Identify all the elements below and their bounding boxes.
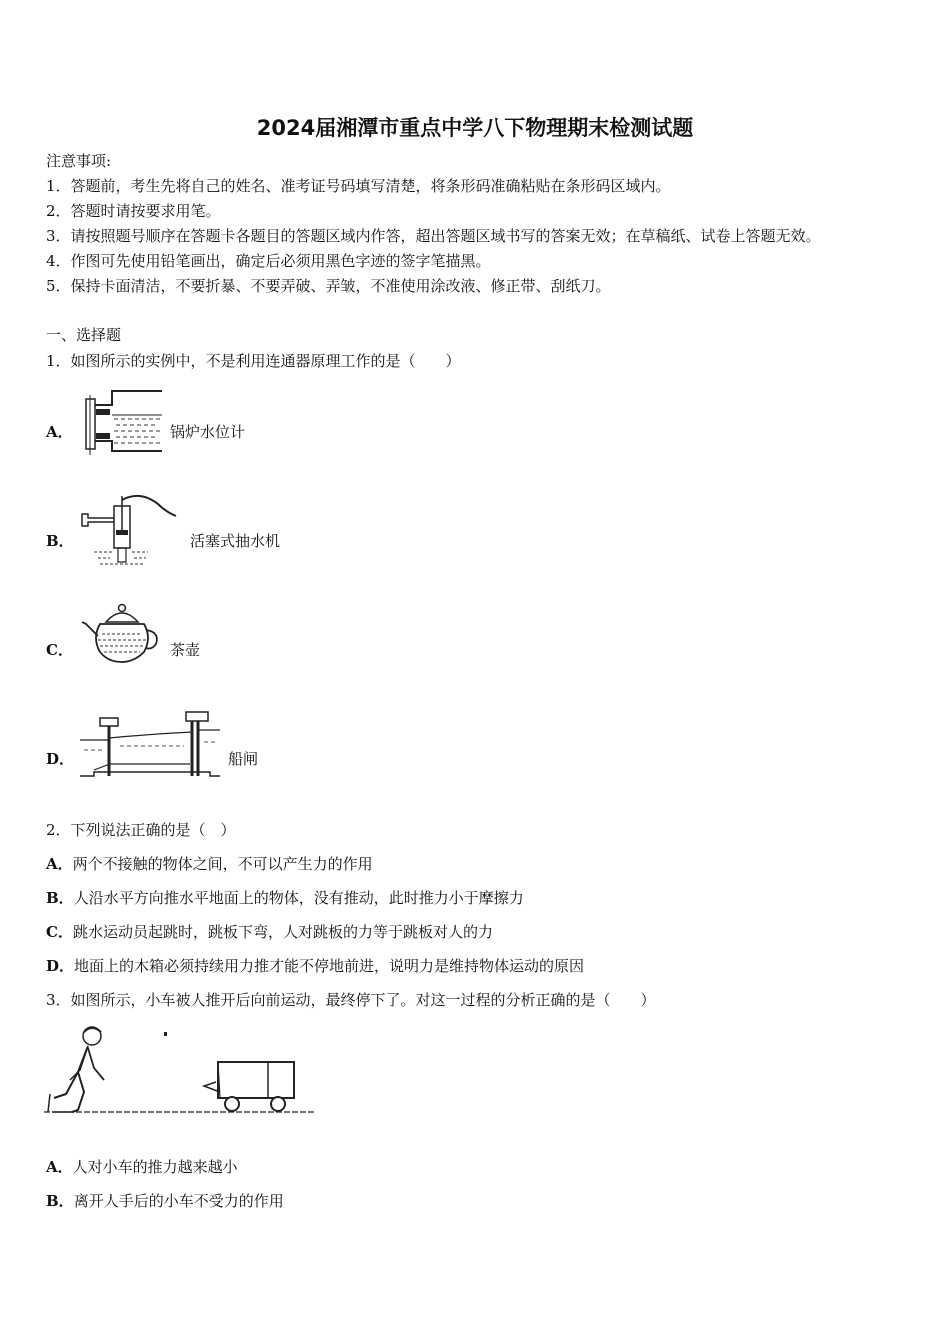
q2-option-d: [46, 957, 584, 975]
question-3-stem: 3．如图所示，小车被人推开后向前运动，最终停下了。对这一过程的分析正确的是（ ）: [46, 991, 656, 1009]
note-item-4: 4．作图可先使用铅笔画出，确定后必须用黑色字迹的签字笔描黑。: [46, 252, 491, 270]
q2-option-a-letter: A．: [46, 855, 73, 873]
q2-option-c: [46, 923, 493, 941]
boiler-gauge-figure: [82, 385, 164, 457]
q1-option-d-letter: D．: [46, 750, 75, 768]
page-title: 2024届湘潭市重点中学八下物理期末检测试题: [256, 116, 694, 140]
q3-option-a: [46, 1158, 238, 1176]
q1-option-b-caption: 活塞式抽水机: [190, 532, 281, 550]
q2-option-b-letter: B．: [46, 889, 74, 907]
q1-option-d-caption: 船闸: [228, 750, 259, 768]
piston-pump-figure: [80, 492, 180, 568]
teapot-figure: [80, 600, 166, 666]
q2-option-a-text: 两个不接触的物体之间，不可以产生力的作用: [72, 855, 373, 873]
q1-option-b-letter: B．: [46, 532, 74, 550]
person-pushing-cart-figure: [44, 1022, 320, 1118]
ship-lock-figure: [80, 710, 220, 782]
q1-option-a-letter: A．: [46, 423, 73, 441]
q3-option-b-text: 离开人手后的小车不受力的作用: [73, 1192, 284, 1210]
q2-option-d-text: 地面上的木箱必须持续用力推才能不停地前进，说明力是维持物体运动的原因: [74, 957, 585, 975]
q1-option-c-letter: C．: [46, 641, 73, 659]
q2-option-b-text: 人沿水平方向推水平地面上的物体，没有推动，此时推力小于摩擦力: [73, 889, 524, 907]
q2-option-a: [46, 855, 373, 873]
q2-option-d-letter: D．: [46, 957, 75, 975]
q1-option-c-caption: 茶壶: [170, 641, 201, 659]
note-item-5: 5．保持卡面清洁，不要折暴、不要弄破、弄皱，不准使用涂改液、修正带、刮纸刀。: [46, 277, 611, 295]
question-2-stem: 2．下列说法正确的是（ ）: [46, 821, 236, 839]
q3-option-b-letter: B．: [46, 1192, 74, 1210]
question-1-stem: 1．如图所示的实例中，不是利用连通器原理工作的是（ ）: [46, 352, 461, 370]
q2-option-c-text: 跳水运动员起跳时，跳板下弯，人对跳板的力等于跳板对人的力: [72, 923, 493, 941]
note-item-2: 2．答题时请按要求用笔。: [46, 202, 221, 220]
q2-option-b: [46, 889, 524, 907]
q3-option-b: [46, 1192, 284, 1210]
section-heading: 一、选择题: [46, 326, 122, 344]
notes-heading: 注意事项:: [46, 152, 112, 170]
q1-option-a-caption: 锅炉水位计: [170, 423, 246, 441]
q3-option-a-text: 人对小车的推力越来越小: [72, 1158, 238, 1176]
note-item-3: 3．请按照题号顺序在答题卡各题目的答题区域内作答，超出答题区域书写的答案无效；在草稿纸、试卷上答题无效。: [46, 227, 821, 245]
note-item-1: 1．答题前，考生先将自己的姓名、准考证号码填写清楚，将条形码准确粘贴在条形码区域内。: [46, 177, 671, 195]
q2-option-c-letter: C．: [46, 923, 73, 941]
q3-option-a-letter: A．: [46, 1158, 73, 1176]
